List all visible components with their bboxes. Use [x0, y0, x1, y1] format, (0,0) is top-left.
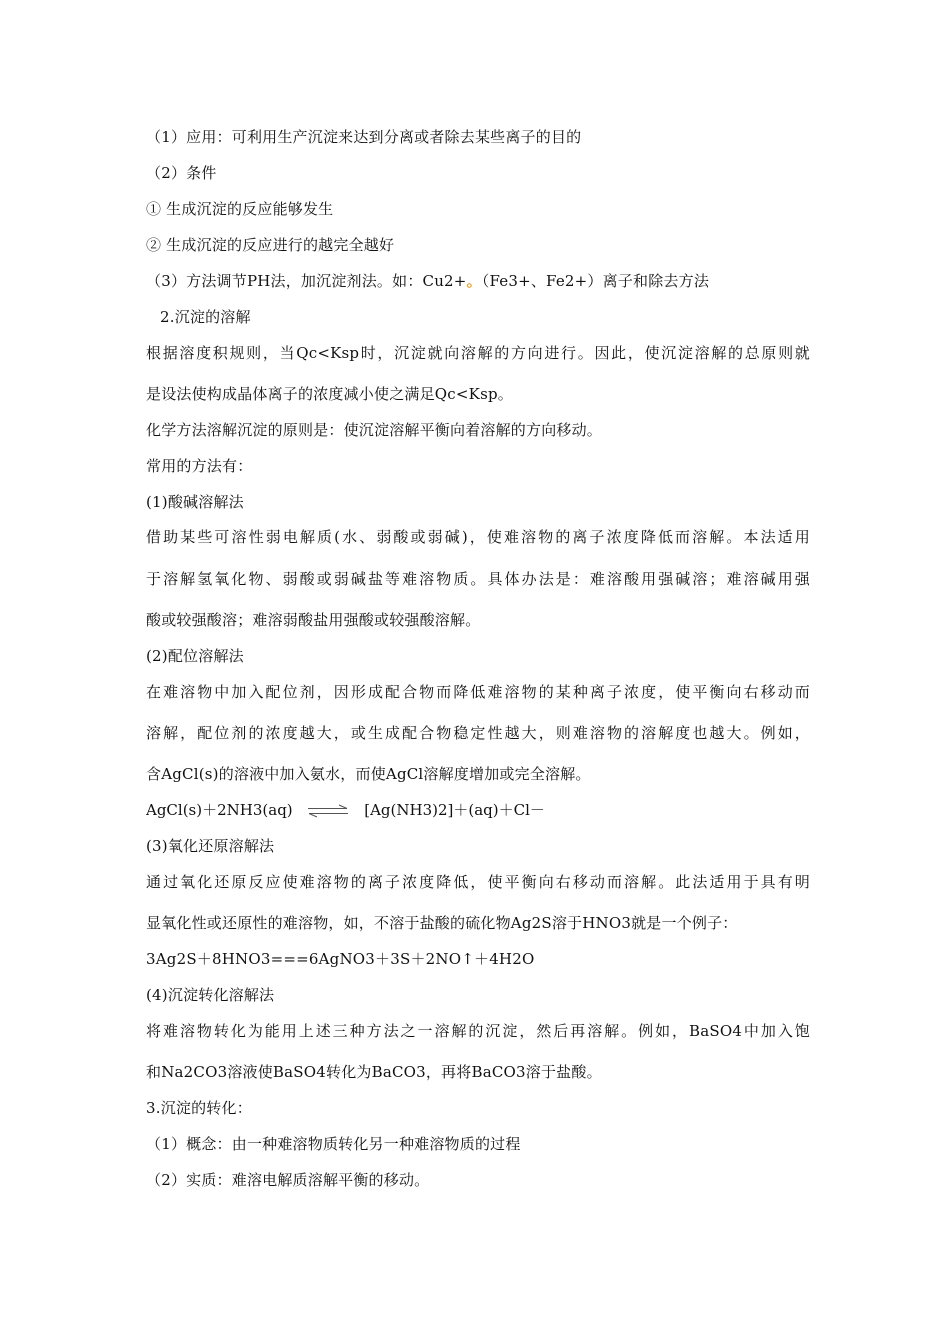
equation-right-side: [Ag(NH3)2]＋(aq)＋Cl－ [364, 801, 545, 819]
subheading-coordination: (2)配位溶解法 [146, 647, 244, 665]
text-line-acid-base-1: 借助某些可溶性弱电解质(水、弱酸或弱碱)，使难溶物的离子浓度降低而溶解。本法适用 [146, 528, 810, 546]
text-line-common-methods: 常用的方法有： [146, 457, 253, 475]
text-line-conversion-1: 将难溶物转化为能用上述三种方法之一溶解的沉淀，然后再溶解。例如，BaSO4中加入饱 [146, 1022, 810, 1040]
text-line-conversion-2: 和Na2CO3溶液使BaSO4转化为BaCO3，再将BaCO3溶于盐酸。 [146, 1063, 602, 1081]
text-line-methods [146, 271, 810, 291]
text-line-redox-2: 显氧化性或还原性的难溶物，如，不溶于盐酸的硫化物Ag2S溶于HNO3就是一个例子： [146, 914, 738, 932]
equation-ag2s-hno3: 3Ag2S＋8HNO3===6AgNO3＋3S＋2NO↑＋4H2O [146, 950, 535, 968]
equation-agcl-ammonia [146, 799, 810, 821]
subheading-conversion-dissolution: (4)沉淀转化溶解法 [146, 986, 275, 1004]
text-line-chemical-principle: 化学方法溶解沉淀的原则是：使沉淀溶解平衡向着溶解的方向移动。 [146, 421, 603, 439]
subheading-acid-base: (1)酸碱溶解法 [146, 493, 244, 511]
text-line-acid-base-3: 酸或较强酸溶；难溶弱酸盐用强酸或较强酸溶解。 [146, 611, 481, 629]
text-line-concept: （1）概念：由一种难溶物质转化另一种难溶物质的过程 [146, 1135, 521, 1153]
text-line-ksp-rule-1: 根据溶度积规则，当Qc<Ksp时，沉淀就向溶解的方向进行。因此，使沉淀溶解的总原则就 [146, 344, 810, 362]
methods-text-part-2: （Fe3+、Fe2+）离子和除去方法 [481, 272, 710, 290]
text-line-redox-1: 通过氧化还原反应使难溶物的离子浓度降低，使平衡向右移动而溶解。此法适用于具有明 [146, 873, 810, 891]
text-line-condition-2: ② 生成沉淀的反应进行的越完全越好 [146, 236, 395, 254]
text-line-essence: （2）实质：难溶电解质溶解平衡的移动。 [146, 1171, 430, 1189]
text-line-condition-1: ① 生成沉淀的反应能够发生 [146, 200, 334, 218]
text-line-ksp-rule-2: 是设法使构成晶体离子的浓度减小使之满足Qc<Ksp。 [146, 385, 513, 403]
section-heading-dissolution: 2.沉淀的溶解 [160, 308, 251, 326]
methods-text-part-1: （3）方法调节PH法，加沉淀剂法。如：Cu2+ [146, 272, 467, 290]
section-heading-transformation: 3.沉淀的转化： [146, 1099, 252, 1117]
text-line-application: （1）应用：可利用生产沉淀来达到分离或者除去某些离子的目的 [146, 128, 582, 146]
highlight-mark: 。 [466, 272, 482, 290]
text-line-coordination-3: 含AgCl(s)的溶液中加入氨水，而使AgCl溶解度增加或完全溶解。 [146, 765, 591, 783]
text-line-acid-base-2: 于溶解氢氧化物、弱酸或弱碱盐等难溶物质。具体办法是：难溶酸用强碱溶；难溶碱用强 [146, 570, 810, 588]
text-line-coordination-1: 在难溶物中加入配位剂，因形成配合物而降低难溶物的某种离子浓度，使平衡向右移动而 [146, 683, 810, 701]
text-line-coordination-2: 溶解，配位剂的浓度越大，或生成配合物稳定性越大，则难溶物的溶解度也越大。例如， [146, 724, 810, 742]
subheading-redox: (3)氧化还原溶解法 [146, 837, 275, 855]
equilibrium-arrows-icon [307, 803, 349, 817]
text-line-conditions-heading: （2）条件 [146, 164, 217, 182]
equation-left-side: AgCl(s)＋2NH3(aq) [146, 801, 293, 819]
